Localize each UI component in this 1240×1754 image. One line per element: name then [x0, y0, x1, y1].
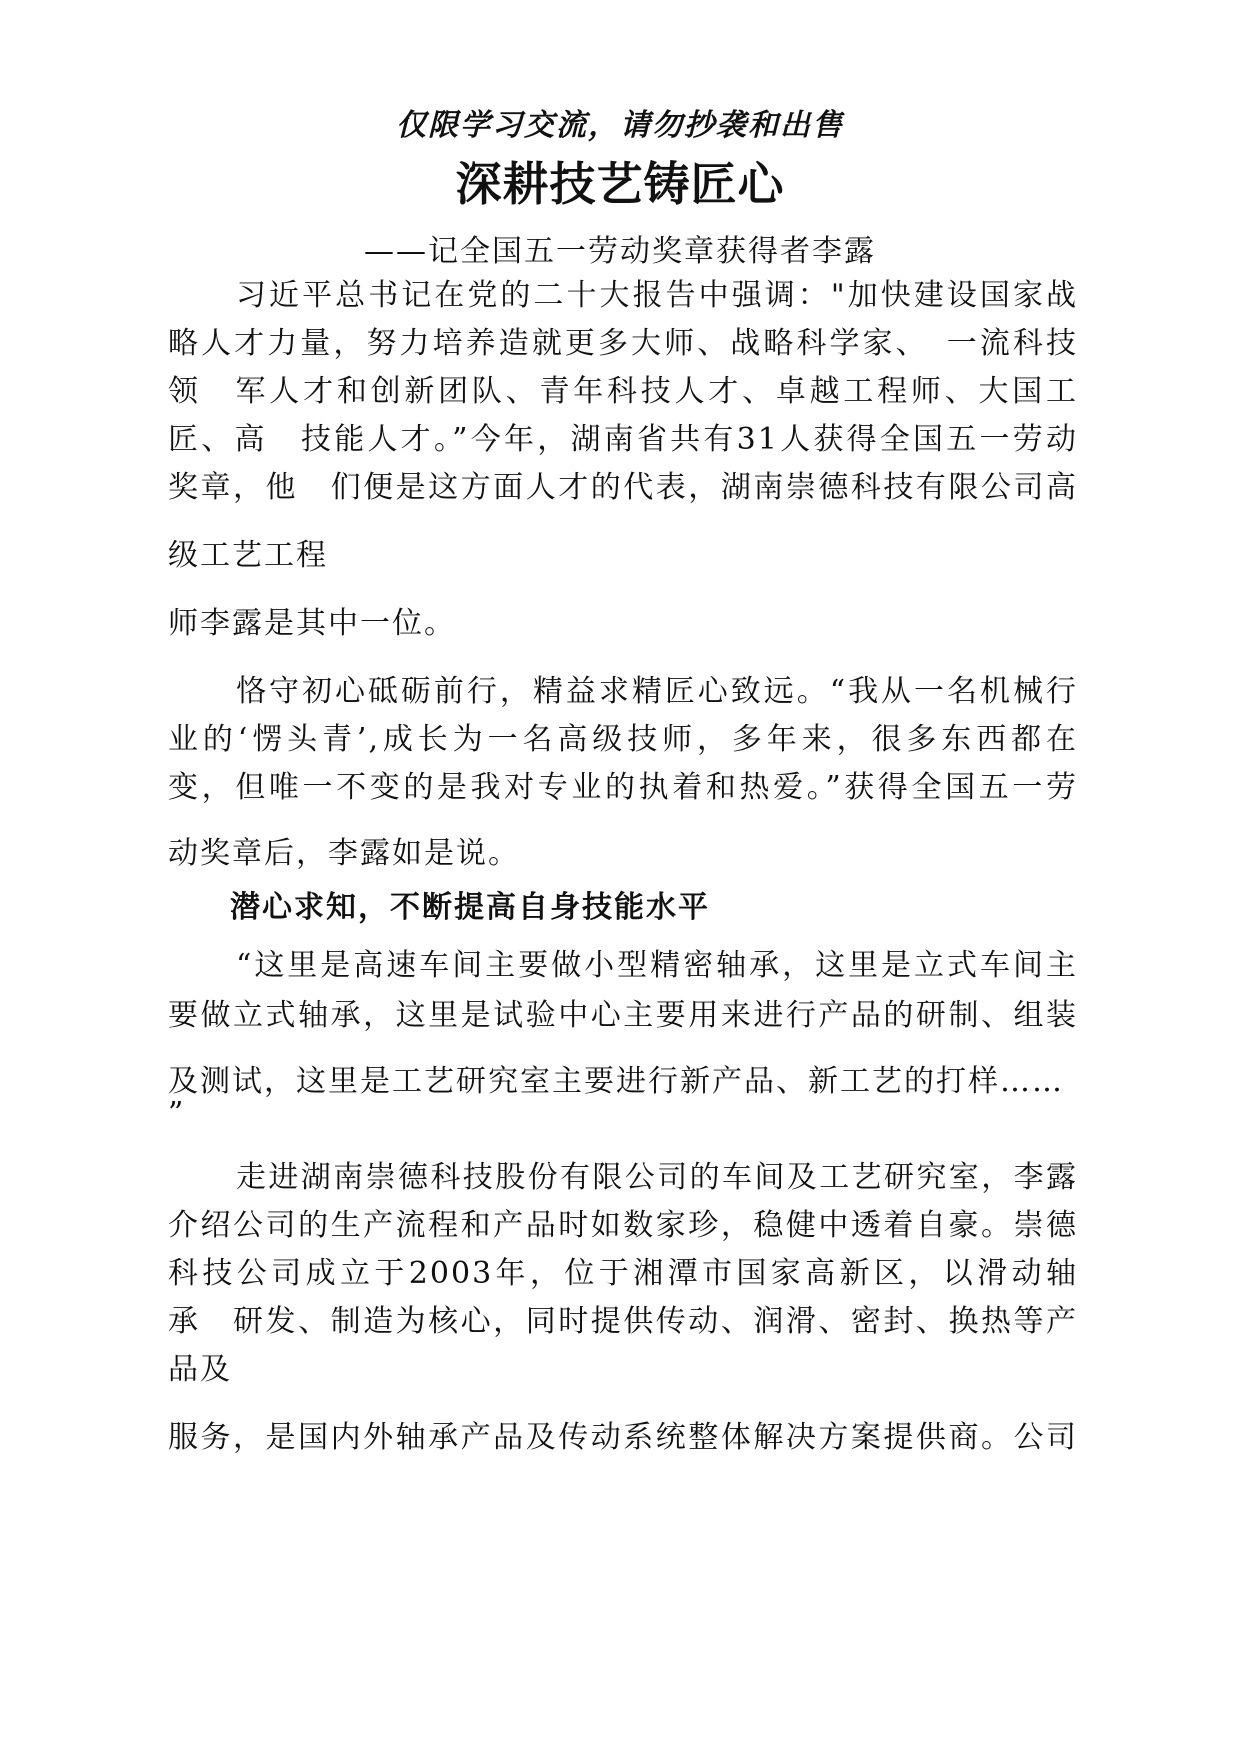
paragraph-line: 业的‘愣头青’,成长为一名高级技师，多年来，很多东西都在 — [168, 722, 1078, 757]
paragraph-line: 介绍公司的生产流程和产品时如数家珍，稳健中透着自豪。崇德 — [168, 1208, 1078, 1243]
paragraph-line: 恪守初心砥砺前行，精益求精匠心致远。“我从一名机械行 — [236, 674, 1078, 709]
paragraph-line: 科技公司成立于2003年，位于湘潭市国家高新区，以滑动轴 — [168, 1256, 1078, 1291]
paragraph-line: 动奖章后，李露如是说。 — [168, 836, 520, 871]
paragraph-line: ” — [168, 1096, 186, 1131]
paragraph-line: 走进湖南崇德科技股份有限公司的车间及工艺研究室，李露 — [236, 1160, 1078, 1195]
paragraph-line: 略人才力量，努力培养造就更多大师、战略科学家、 一流科技 — [168, 326, 1078, 361]
paragraph-line: 领 军人才和创新团队、青年科技人才、卓越工程师、大国工 — [168, 374, 1078, 409]
usage-notice: 仅限学习交流，请勿抄袭和出售 — [396, 108, 844, 143]
paragraph-line: 服务，是国内外轴承产品及传动系统整体解决方案提供商。公司 — [168, 1420, 1078, 1455]
paragraph-line: 级工艺工程 — [168, 538, 328, 573]
paragraph-line: 匠、高 技能人才。”今年，湖南省共有31人获得全国五一劳动 — [168, 422, 1078, 457]
paragraph-line: 奖章，他 们便是这方面人才的代表，湖南崇德科技有限公司高 — [168, 470, 1078, 505]
article-title: 深耕技艺铸匠心 — [455, 157, 785, 211]
paragraph-line: 师李露是其中一位。 — [168, 606, 456, 641]
paragraph-line: 习近平总书记在党的二十大报告中强调："加快建设国家战 — [236, 278, 1078, 313]
section-heading: 潜心求知，不断提高自身技能水平 — [230, 890, 710, 925]
paragraph-line: 要做立式轴承，这里是试验中心主要用来进行产品的研制、组装 — [168, 998, 1078, 1033]
paragraph-line: 及测试，这里是工艺研究室主要进行新产品、新工艺的打样…… — [168, 1064, 1064, 1099]
paragraph-line: 品及 — [168, 1352, 232, 1387]
paragraph-line: 变，但唯一不变的是我对专业的执着和热爱。”获得全国五一劳 — [168, 770, 1078, 805]
article-subtitle: ——记全国五一劳动奖章获得者李露 — [364, 234, 876, 269]
paragraph-line: “这里是高速车间主要做小型精密轴承，这里是立式车间主 — [236, 948, 1078, 983]
paragraph-line: 承 研发、制造为核心，同时提供传动、润滑、密封、换热等产 — [168, 1304, 1078, 1339]
